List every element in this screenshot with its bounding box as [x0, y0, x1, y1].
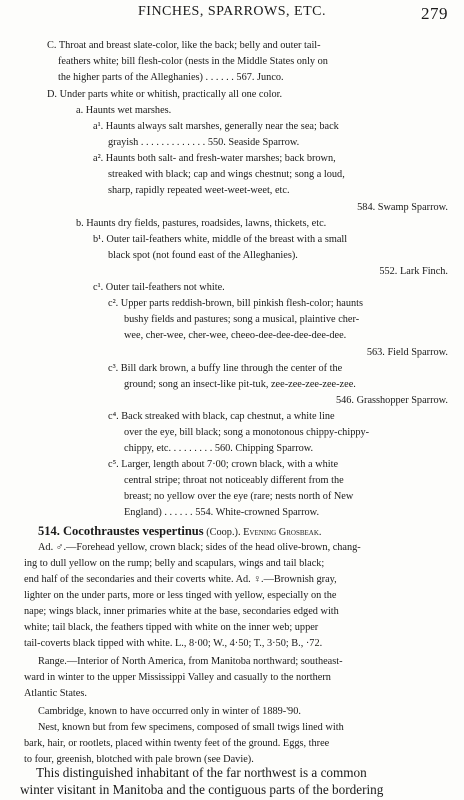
key-line: a¹. Haunts always salt marshes, generally near the sea; back [93, 121, 339, 132]
key-line: over the eye, bill black; song a monotonous chippy-chippy- [124, 427, 370, 438]
key-line: a². Haunts both salt- and fresh-water marshes; back brown, [93, 153, 336, 164]
running-header [0, 4, 464, 26]
running-title: FINCHES, SPARROWS, ETC. [138, 4, 326, 19]
body-line: Ad. ♂.—Forehead yellow, crown black; sides of the head olive-brown, chang- [38, 542, 361, 553]
key-line: bushy fields and pastures; song a musical, plaintive cher- [124, 314, 360, 325]
key-line: 546. Grasshopper Sparrow. [335, 395, 448, 406]
key-line: streaked with black; cap and wings chestnut; song a loud, [108, 169, 345, 180]
species-number-name: 514. Cocothraustes vespertinus [38, 524, 204, 538]
species-common-name: Evening Grosbeak. [243, 527, 322, 538]
key-line: the higher parts of the Alleghanies) . . . . . . 567. Junco. [58, 72, 284, 83]
key-line: England) . . . . . . 554. White-crowned Sparrow. [124, 507, 320, 518]
body-line: end half of the secondaries and their coverts white. Ad. ♀.—Brownish gray, [24, 574, 337, 585]
key-line: c³. Bill dark brown, a buffy line through the center of the [108, 363, 343, 374]
species-authority: (Coop.). [206, 527, 241, 538]
closing-line: winter visitant in Manitoba and the contiguous parts of the bordering [20, 782, 384, 797]
key-line: central stripe; throat not noticeably different from the [124, 475, 344, 486]
body-line: Atlantic States. [24, 688, 87, 699]
body-line: lighter on the under parts, more or less tinged with yellow, especially on the [24, 590, 337, 601]
key-line: a. Haunts wet marshes. [76, 105, 172, 116]
page-number: 279 [421, 4, 448, 23]
body-line: white; tail black, the feathers tipped with white on the inner web; upper [24, 622, 319, 633]
key-line: 563. Field Sparrow. [366, 347, 448, 358]
body-line: Nest, known but from few specimens, composed of small twigs lined with [38, 722, 344, 733]
species-heading [38, 524, 321, 539]
key-line: black spot (not found east of the Alleghanies). [108, 250, 298, 261]
key-line: feathers white; bill flesh-color (nests in the Middle States only on [58, 56, 328, 67]
key-line: breast; no yellow over the eye (rare; nests north of New [124, 491, 354, 502]
key-line: 584. Swamp Sparrow. [357, 202, 448, 213]
key-line: ground; song an insect-like pit-tuk, zee-zee-zee-zee-zee. [124, 379, 356, 390]
key-line: c¹. Outer tail-feathers not white. [93, 282, 225, 293]
key-line: c⁴. Back streaked with black, cap chestnut, a white line [108, 411, 335, 422]
body-line: Range.—Interior of North America, from Manitoba northward; southeast- [38, 656, 343, 667]
key-line: b¹. Outer tail-feathers white, middle of the breast with a small [93, 234, 348, 245]
key-line: C. Throat and breast slate-color, like the back; belly and outer tail- [47, 40, 321, 51]
key-line: 552. Lark Finch. [379, 266, 448, 277]
body-line: ward in winter to the upper Mississippi Valley and casually to the northern [24, 672, 331, 683]
key-line: wee, cher-wee, cher-wee, cheeo-dee-dee-dee-dee-dee. [124, 330, 347, 341]
body-line: tail-coverts black tipped with white. L., 8·00; W., 4·50; T., 3·50; B., ·72. [24, 638, 323, 649]
key-line: D. Under parts white or whitish, practically all one color. [47, 89, 283, 100]
body-line: ing to dull yellow on the rump; belly and scapulars, wings and tail black; [24, 558, 325, 569]
body-line: Cambridge, known to have occurred only in winter of 1889-'90. [38, 706, 301, 717]
closing-line: This distinguished inhabitant of the far northwest is a common [36, 765, 367, 780]
key-line: c⁵. Larger, length about 7·00; crown black, with a white [108, 459, 339, 470]
key-line: c². Upper parts reddish-brown, bill pinkish flesh-color; haunts [108, 298, 364, 309]
body-line: bark, hair, or rootlets, placed within twenty feet of the ground. Eggs, three [24, 738, 330, 749]
body-line: nape; wings black, inner primaries white at the base, secondaries edged with [24, 606, 339, 617]
body-line: to four, greenish, blotched with pale brown (see Davie). [24, 754, 254, 765]
key-line: chippy, etc. . . . . . . . . 560. Chipping Sparrow. [124, 443, 314, 454]
key-line: sharp, rapidly repeated weet-weet-weet, etc. [108, 185, 290, 196]
key-line: grayish . . . . . . . . . . . . . 550. Seaside Sparrow. [108, 137, 300, 148]
key-line: b. Haunts dry fields, pastures, roadsides, lawns, thickets, etc. [76, 218, 327, 229]
